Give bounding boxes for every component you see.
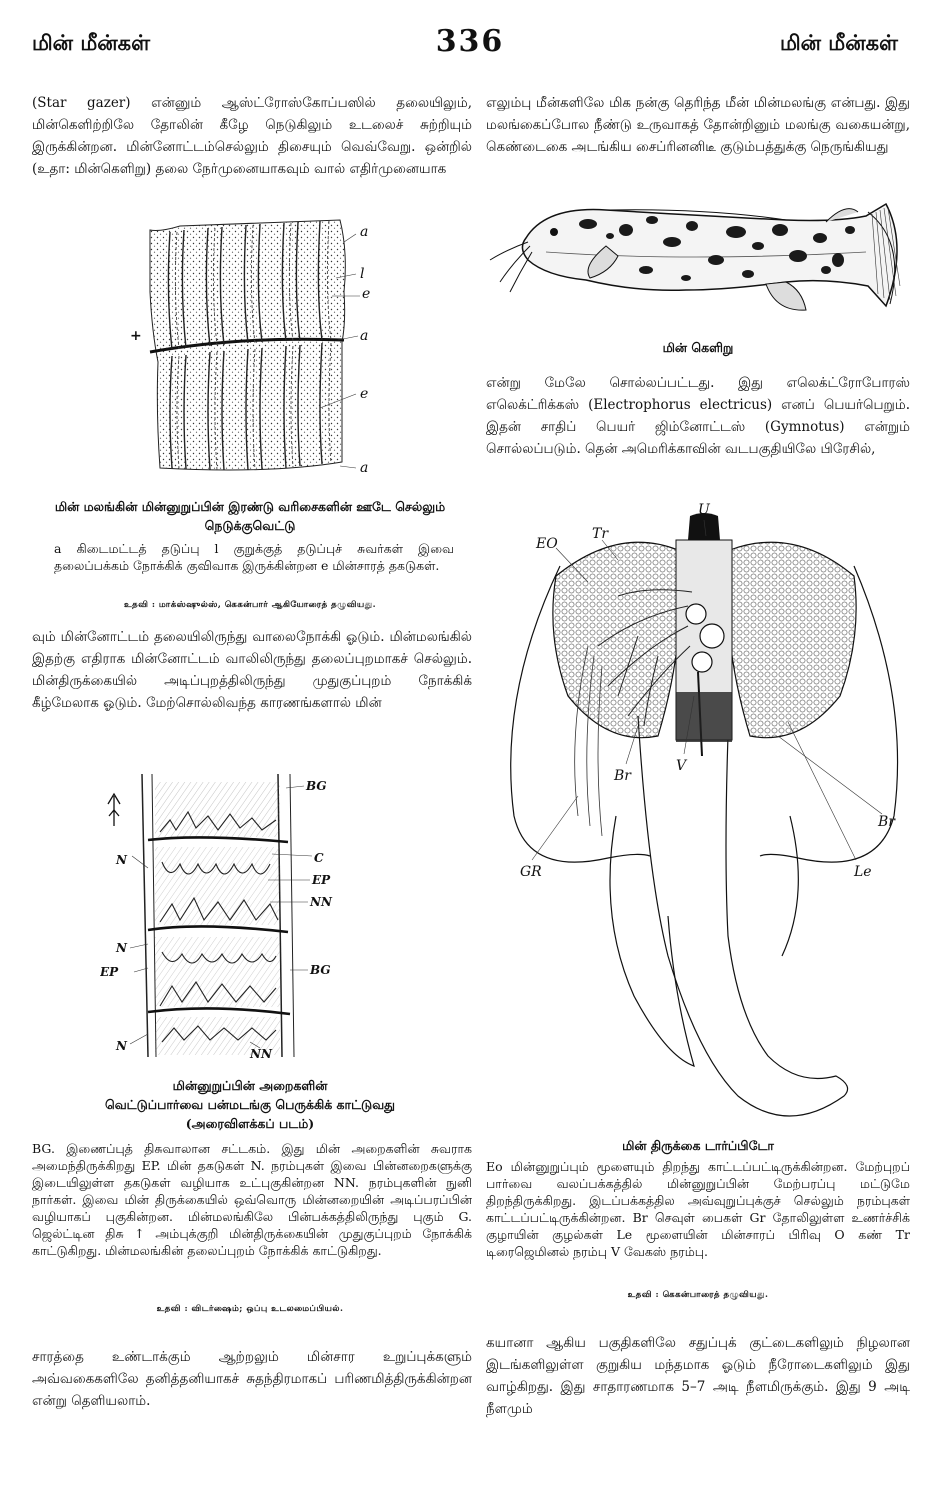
figure-electric-organ-chambers	[100, 772, 360, 1062]
left-paragraph-bottom: சாரத்தை உண்டாக்கும் ஆற்றலும் மின்சார உறுப்புக்களும் அவ்வகைகளிலே தனித்தனியாகச் சுதந்திரமாகப் பரிணமித்திருக்கின்றன என்று தெளியலாம்.	[32, 1349, 472, 1409]
fig1-label-a-top: a	[360, 224, 369, 240]
fig2-label-n-bottom: N	[116, 1039, 127, 1053]
right-paragraph-bottom: கயானா ஆகிய பகுதிகளிலே சதுப்புக் குட்டைகளிலும் நிழலான இடங்களிலுள்ள குறுகிய மந்தமாக ஓடும் நீரோடைகளிலும் இது வாழ்கிறது. இது சாதாரணமாக 5–7 அடி நீளமிருக்கும். இது 9 அடி நீளமும்	[486, 1335, 910, 1417]
right-paragraph-top: எலும்பு மீன்களிலே மிக நன்கு தெரிந்த மீன் மின்மலங்கு என்பது. இது மலங்கைப்போல நீண்டு உருவாகத் தோன்றினும் மலங்கு வகையன்று, கெண்டைகை அடங்கிய சைப்ரினனிடீ குடும்பத்துக்கு நெருங்கியது	[486, 95, 910, 155]
figure1-caption-body: a கிடைமட்டத் தடுப்பு l குறுக்குத் தடுப்புச் சுவர்கள் இவை தலைப்பக்கம் நோக்கிக் குவிவாக இருக்கின்றன e மின்சாரத் தகடுகள்.	[54, 541, 454, 573]
fig2-label-bg-bottom: BG	[310, 963, 331, 977]
right-paragraph-middle: என்று மேலே சொல்லப்பட்டது. இது எலெக்ட்ரோபோரஸ் எலெக்ட்ரிக்கஸ் (Electrophorus electricus) எனப் பெயர்பெறும். இதன் சாதிப் பெயர் ஜிம்னோட்டஸ் (Gymnotus) என்றும் சொல்லப்படும். தென் அமெரிக்காவின் வடபகுதியிலே பிரேசில்,	[486, 375, 910, 457]
fig1-label-e-bottom: e	[360, 386, 369, 402]
figure1-caption-title: மின் மலங்கின் மின்னுறுப்பின் இரண்டு வரிசைகளின் ஊடே செல்லும் நெடுக்குவெட்டு	[54, 499, 446, 533]
fig1-label-e-top: e	[362, 286, 371, 302]
figure-torpedo-ray	[498, 496, 908, 1128]
figure2-caption-title-line2: வெட்டுப்பார்வை பன்மடங்கு பெருக்கிக் காட்டுவது	[104, 1097, 395, 1112]
fig1-label-l: l	[360, 266, 365, 282]
page-number: 336	[435, 24, 505, 59]
fig2-label-n-top: N	[116, 853, 127, 867]
fig1-label-a-bottom: a	[360, 460, 369, 476]
left-paragraph-top: (Star gazer) என்னும் ஆஸ்ட்ரோஸ்கோப்பஸில் தலையிலும், மின்கெளிற்றிலே தோலின் கீழே நெடுகிலும் உடலைச் சுற்றியும் இருக்கின்றன. மின்னோட்டம்செல்லும் திசையும் வெவ்வேறு. ஒன்றில் (உதா: மின்கெளிறு) தலை நேர்முனையாகவும் வால் எதிர்முனையாக	[32, 95, 472, 177]
fig4-label-eo: EO	[536, 536, 558, 552]
arrow-up-icon	[108, 794, 120, 826]
fig1-plus-sign: +	[130, 328, 142, 344]
fig4-label-v: V	[676, 758, 687, 774]
fig4-label-br-left: Br	[614, 768, 631, 784]
fig2-label-ep-left: EP	[100, 965, 119, 979]
figure2-credit: உதவி : விடர்ஷைம்; ஒப்பு உடலமைப்பியல்.	[156, 1304, 344, 1314]
figure-electric-catfish	[486, 186, 910, 324]
fig4-label-le: Le	[854, 864, 872, 880]
figure4-caption-body: Eo மின்னுறுப்பும் மூளையும் திறந்து காட்டப்பட்டிருக்கின்றன. மேற்புறப் பார்வை வலப்பக்கத்தில் மின்னுறுப்பின் மேற்பரப்பு மட்டுமே திறந்திருக்கிறது. இடப்பக்கத்தில அவ்வுறுப்புக்குச் செல்லும் நரம்புகள் காட்டப்பட்டிருக்கின்றன. Br செவுள் பைகள் Gr தோலிலுள்ள உணர்ச்சிக் குழாயின் குழல்கள் Le மூளையின் மின்சாரப் பிரிவு O கண் Tr டிரைஜெமினல் நரம்பு V வேகஸ் நரம்பு.	[486, 1159, 910, 1259]
fig4-label-tr: Tr	[592, 526, 609, 542]
figure2-caption-body: BG. இணைப்புத் திசுவாலான சட்டகம். இது மின் அறைகளின் சுவராக அமைந்திருக்கிறது EP. மின் தகடுகள் N. நரம்புகள் இவை பின்னறைகளுக்கு இடையிலுள்ள தகடுகள் வழியாக உட்புகுகின்றன NN. நரம்புகளின் நுனி நார்கள். இவை மின் திருக்கையில் ஒவ்வொரு மின்னறையின் அடிப்பரப்பின் வழியாகப் புகுகின்றன. மின்மலங்கிலே பின்பக்கத்திலிருந்து புகும் G. ஜெல்ட்டின திசு ↑ அம்புக்குறி மின்திருக்கையின் முதுகுப்புறம் நோக்கிக் காட்டுகிறது. மின்மலங்கின் தலைப்புறம் நோக்கிக் காட்டுகிறது.	[32, 1141, 472, 1258]
figure-eel-organ-section	[120, 212, 420, 484]
figure4-credit: உதவி : கெகன்பாரைத் தழுவியது.	[627, 1290, 769, 1300]
fig4-label-gr: GR	[520, 864, 542, 880]
running-head-left: மின் மீன்கள்	[32, 30, 151, 55]
fig2-label-n-mid: N	[116, 941, 127, 955]
fig4-label-br-right: Br	[878, 814, 895, 830]
figure1-credit: உதவி : மாக்ஸ்ஷுல்ஸ், கெகன்பார் ஆகியோரைத் தழுவியது.	[123, 600, 377, 610]
catfish-body	[490, 204, 900, 310]
fig1-label-a-mid: a	[360, 328, 369, 344]
fig2-label-ep-right: EP	[312, 873, 331, 887]
organ-block	[150, 220, 345, 470]
running-head-right: மின் மீன்கள்	[779, 30, 898, 55]
fig2-label-bg-top: BG	[306, 779, 327, 793]
figure2-caption-title-line1: மின்னுறுப்பின் அறைகளின்	[172, 1078, 328, 1093]
fig2-label-c: C	[314, 851, 324, 865]
fig4-label-u: U	[698, 502, 710, 518]
fig2-label-nn-right: NN	[310, 895, 332, 909]
fig2-label-nn-bottom: NN	[250, 1047, 272, 1061]
figure2-caption-title-line3: (அரைவிளக்கப் படம்)	[185, 1116, 315, 1131]
chamber-rows	[148, 782, 290, 1055]
figure3-caption-title: மின் கெளிறு	[662, 340, 734, 355]
left-paragraph-middle: வும் மின்னோட்டம் தலையிலிருந்து வாலைநோக்கி ஓடும். மின்மலங்கில் இதற்கு எதிராக மின்னோட்டம் வாலிலிருந்து தலைப்புறமாகச் செல்லும். மின்திருக்கையில் அடிப்புறத்திலிருந்து முதுகுப்புறம் நோக்கிக் கீழ்மேலாக ஓடும். மேற்சொல்லிவந்த காரணங்களால் மின்	[32, 629, 472, 711]
figure4-caption-title: மின் திருக்கை டார்ப்பிடோ	[622, 1138, 774, 1153]
